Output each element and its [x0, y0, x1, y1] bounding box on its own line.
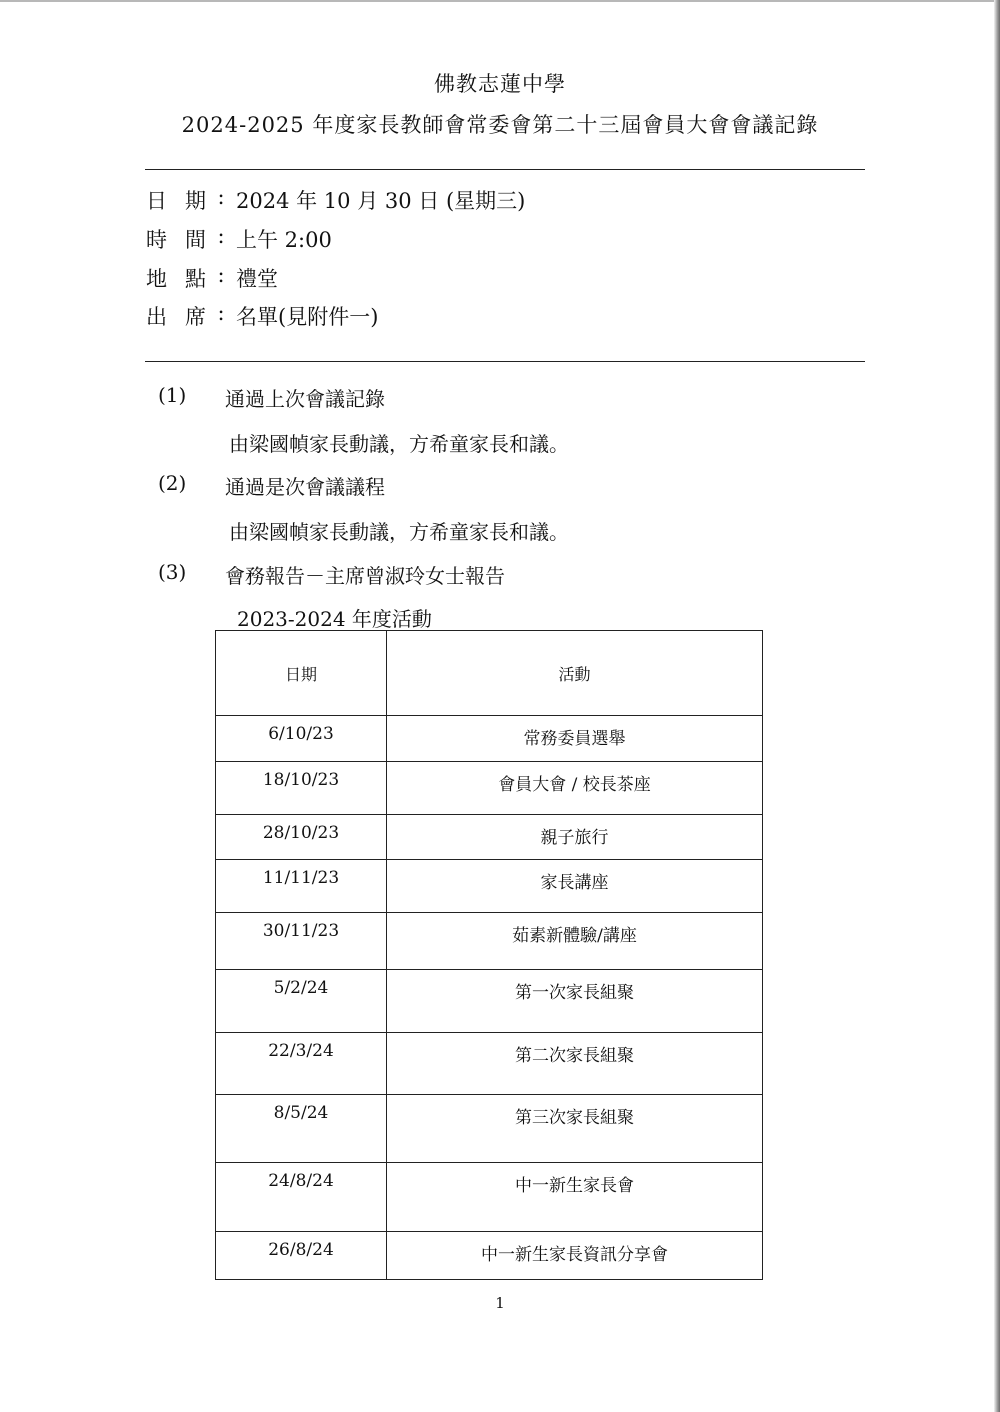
item-detail: 由梁國幀家長動議，方希童家長和議。	[229, 520, 569, 544]
item-title: 通過上次會議記錄	[225, 387, 385, 411]
table-row	[216, 860, 763, 913]
label-char: 出	[146, 305, 167, 329]
cell-activity: 會員大會 / 校長茶座	[387, 762, 763, 815]
table-row	[216, 1095, 763, 1163]
cell-date: 26/8/24	[216, 1232, 387, 1280]
cell-date: 22/3/24	[216, 1033, 387, 1095]
column-header-activity: 活動	[387, 631, 763, 716]
info-label	[146, 185, 206, 215]
info-row-date	[146, 185, 525, 215]
table-row	[216, 1163, 763, 1232]
cell-activity: 第二次家長組聚	[387, 1033, 763, 1095]
info-value-attendance: 名單(見附件一)	[236, 305, 379, 329]
header-divider	[145, 169, 865, 170]
item-title: 會務報告－主席曾淑玲女士報告	[225, 564, 505, 588]
table-caption: 2023-2024 年度活動	[237, 607, 432, 631]
info-row-attendance	[146, 301, 378, 331]
label-char: 點	[185, 267, 206, 291]
table-row	[216, 970, 763, 1033]
cell-activity: 常務委員選舉	[387, 716, 763, 762]
label-char: 席	[185, 305, 206, 329]
table-row	[216, 913, 763, 970]
column-header-date: 日期	[216, 631, 387, 716]
info-divider	[145, 361, 865, 362]
item-title: 通過是次會議議程	[225, 475, 385, 499]
table-row	[216, 762, 763, 815]
info-colon: :	[217, 263, 225, 287]
table-row	[216, 815, 763, 860]
info-value-time: 上午 2:00	[236, 228, 332, 252]
item-detail: 由梁國幀家長動議，方希童家長和議。	[229, 432, 569, 456]
cell-date: 11/11/23	[216, 860, 387, 913]
minutes-title: 2024-2025 年度家長教師會常委會第二十三屆會員大會會議記錄	[181, 113, 819, 137]
cell-activity: 家長講座	[387, 860, 763, 913]
table-header-row	[216, 631, 763, 716]
cell-activity: 第三次家長組聚	[387, 1095, 763, 1163]
cell-activity: 中一新生家長資訊分享會	[387, 1232, 763, 1280]
info-row-time	[146, 224, 332, 254]
label-char: 日	[146, 189, 167, 213]
cell-date: 5/2/24	[216, 970, 387, 1033]
activities-table	[215, 630, 763, 1280]
table-row	[216, 1033, 763, 1095]
info-label	[146, 224, 206, 254]
item-number: (2)	[158, 471, 187, 495]
table-row	[216, 716, 763, 762]
label-char: 地	[146, 267, 167, 291]
cell-date: 24/8/24	[216, 1163, 387, 1232]
cell-activity: 第一次家長組聚	[387, 970, 763, 1033]
info-colon: :	[217, 301, 225, 325]
cell-date: 6/10/23	[216, 716, 387, 762]
table-row	[216, 1232, 763, 1280]
school-name: 佛教志蓮中學	[434, 72, 566, 96]
info-label	[146, 301, 206, 331]
label-char: 時	[146, 228, 167, 252]
info-colon: :	[217, 224, 225, 248]
item-number: (1)	[158, 383, 187, 407]
label-char: 間	[185, 228, 206, 252]
cell-date: 30/11/23	[216, 913, 387, 970]
cell-activity: 親子旅行	[387, 815, 763, 860]
info-label	[146, 263, 206, 293]
info-row-venue	[146, 263, 278, 293]
info-colon: :	[217, 185, 225, 209]
scan-edge-right	[994, 0, 1000, 1412]
cell-date: 28/10/23	[216, 815, 387, 860]
cell-date: 8/5/24	[216, 1095, 387, 1163]
page-number: 1	[495, 1294, 505, 1312]
info-value-venue: 禮堂	[236, 267, 278, 291]
label-char: 期	[185, 189, 206, 213]
info-value-date: 2024 年 10 月 30 日 (星期三)	[236, 189, 526, 213]
item-number: (3)	[158, 560, 187, 584]
cell-date: 18/10/23	[216, 762, 387, 815]
cell-activity: 茹素新體驗/講座	[387, 913, 763, 970]
scan-edge-top	[0, 0, 1000, 2]
cell-activity: 中一新生家長會	[387, 1163, 763, 1232]
